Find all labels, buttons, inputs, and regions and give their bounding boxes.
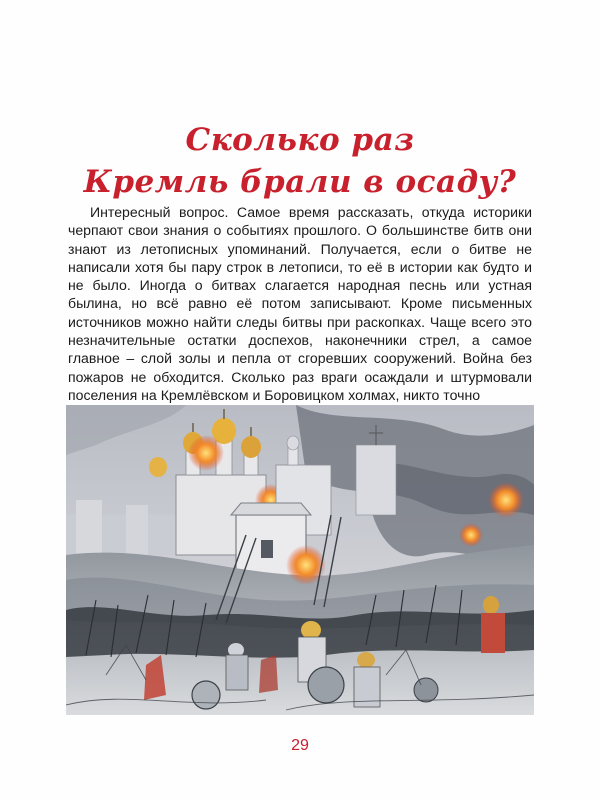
title-line-2: Кремль брали в осаду? [83, 163, 517, 200]
siege-watercolor-image [66, 405, 534, 715]
page-title [60, 119, 540, 203]
title-line-1: Сколько раз [185, 121, 415, 158]
page-number: 29 [291, 737, 309, 754]
body-paragraph: Интересный вопрос. Самое время рассказать, откуда историки черпают свои знания о событиях прошлого. О большинстве битв они знают из летописных упоминаний. Получается, если о битве не написали хотя бы пару строк в летописи, то её в истории как будто и не было. Иногда о битвах слагается народная песнь или устная былина, но всё равно её потом записывают. Кроме письменных источников можно найти следы битвы при раскопках. Чаще всего это незначительные остатки доспехов, наконечники стрел, а самое главное – слой золы и пепла от сгоревших сооружений. Война без пожаров не обходится. Сколько раз враги осаждали и штурмовали поселения на Кремлёвском и Боровицком холмах, никто точно [68, 204, 532, 403]
siege-illustration [66, 405, 534, 715]
